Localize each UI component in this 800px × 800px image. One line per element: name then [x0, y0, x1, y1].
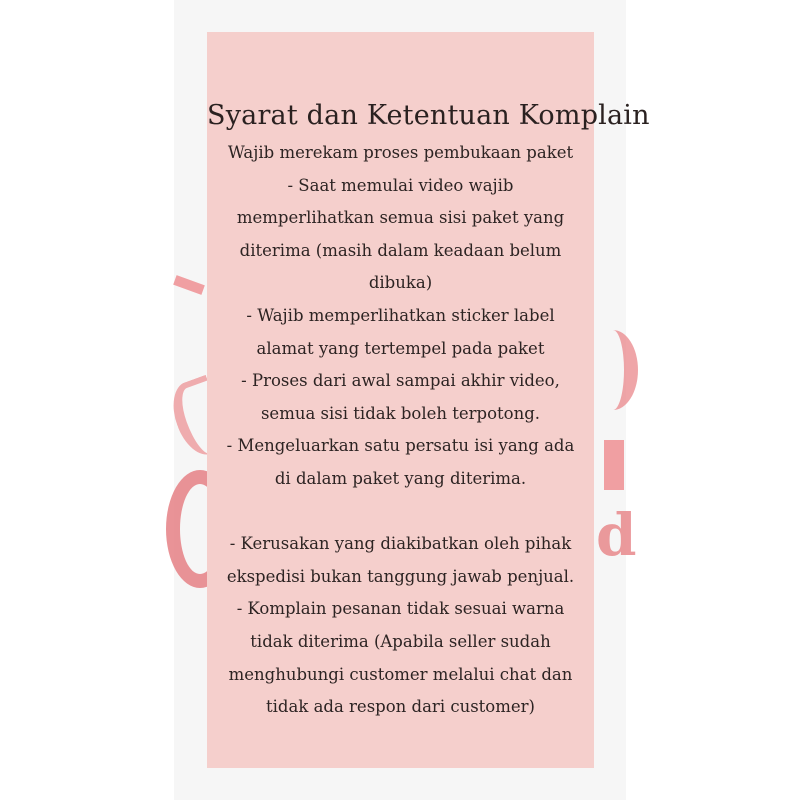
card-title: Syarat dan Ketentuan Komplain	[207, 100, 650, 131]
blank-line	[207, 496, 594, 529]
card-body	[207, 137, 594, 724]
terms-line: menghubungi customer melalui chat dan	[228, 664, 573, 684]
terms-line: tidak diterima (Apabila seller sudah	[250, 631, 551, 651]
decorative-logo-right-letter: d	[596, 501, 637, 569]
decorative-swirl-right	[588, 330, 638, 410]
terms-card	[207, 32, 650, 768]
terms-line: di dalam paket yang diterima.	[274, 468, 527, 488]
terms-line: - Kerusakan yang diakibatkan oleh pihak	[229, 534, 572, 554]
terms-line: alamat yang tertempel pada paket	[256, 338, 545, 358]
terms-line: Wajib merekam proses pembukaan paket	[227, 143, 574, 162]
terms-line: semua sisi tidak boleh terpotong.	[260, 403, 541, 423]
terms-line: - Wajib memperlihatkan sticker label	[246, 305, 555, 325]
terms-line: dibuka)	[368, 273, 433, 293]
decorative-stroke-right	[604, 440, 624, 490]
terms-line: memperlihatkan semua sisi paket yang	[236, 208, 565, 228]
terms-line: - Mengeluarkan satu persatu isi yang ada	[226, 436, 575, 456]
terms-line: - Saat memulai video wajib	[287, 175, 514, 195]
terms-line: diterima (masih dalam keadaan belum	[239, 240, 562, 260]
terms-line: - Komplain pesanan tidak sesuai warna	[236, 599, 565, 619]
terms-line: tidak ada respon dari customer)	[266, 697, 535, 717]
terms-line: ekspedisi bukan tanggung jawab penjual.	[226, 566, 575, 586]
terms-line: - Proses dari awal sampai akhir video,	[241, 371, 560, 391]
decorative-stroke-left	[173, 275, 205, 295]
